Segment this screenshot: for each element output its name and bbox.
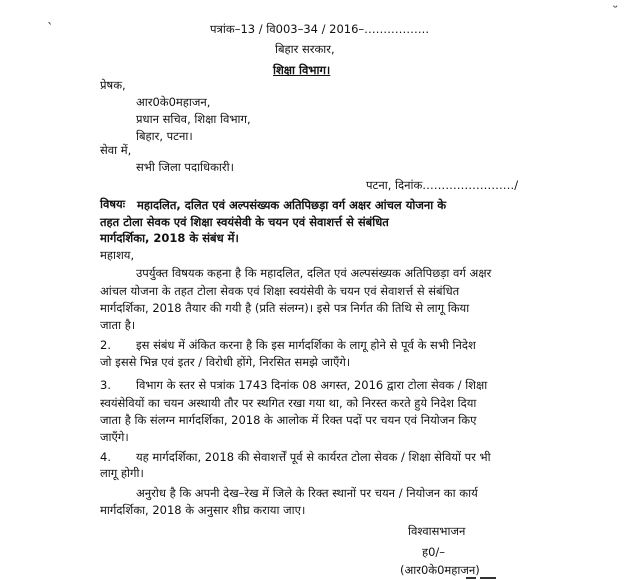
cutoff-text-fragment — [466, 577, 476, 579]
intro-line-2: आंचल योजना के तहत टोला सेवक एवं शिक्षा स्वयंसेवी के चयन एवं सेवाशर्त्त से संबंधित — [100, 284, 460, 298]
para-3-line-2: स्वयंसेवियों का चयन अस्थायी तौर पर स्थगित रखा गया था, को निरस्त करते हुये निदेश दिया — [100, 396, 477, 410]
para-2-line-2: जो इससे भिन्न एवं इतर / विरोधी होंगे, निरसित समझे जाएँगे। — [100, 355, 351, 369]
para-4-line-1: यह मार्गदर्शिका, 2018 की सेवाशर्त्तें पूर्व से कार्यरत टोला सेवक / शिक्षा सेवियों पर भी — [136, 450, 491, 464]
government-name: बिहार सरकार, — [275, 42, 335, 56]
subject-label: विषयः — [100, 197, 126, 211]
recipient-label: सेवा में, — [100, 143, 132, 157]
department-name: शिक्षा विभाग। — [273, 63, 331, 77]
para-2-number: 2. — [100, 338, 111, 352]
para-2-line-1: इस संबंध में अंकित करना है कि इस मार्गदर्शिका के लागू होने से पूर्व के सभी निदेश — [136, 338, 476, 352]
intro-line-4: जाता है। — [100, 318, 136, 332]
para-5-line-1: अनुरोध है कि अपनी देख–रेख में जिले के रिक्त स्थानों पर चयन / नियोजन का कार्य — [136, 486, 478, 500]
para-4-number: 4. — [100, 450, 111, 464]
intro-line-3: मार्गदर्शिका, 2018 तैयार की गयी है (प्रति संलग्न)। इसे पत्र निर्गत की तिथि से लागू किया — [100, 301, 470, 315]
signature: ह0/– — [422, 545, 446, 559]
corner-mark: ˘ — [612, 5, 619, 20]
para-5-line-2: मार्गदर्शिका, 2018 के अनुसार शीघ्र कराया जाए। — [100, 503, 306, 517]
cutoff-text-fragment — [480, 577, 496, 579]
closing-phrase: विश्वासभाजन — [408, 524, 466, 538]
sender-name: आर0के0महाजन, — [136, 95, 211, 109]
para-3-line-3: जाता है कि संलग्न मार्गदर्शिका, 2018 के आलोक में रिक्त पदों पर चयन एवं नियोजन किए — [100, 413, 477, 427]
salutation: महाशय, — [100, 248, 135, 262]
signatory-name: (आर0के0महाजन) — [400, 563, 480, 577]
date-line: पटना, दिनांक……………………/ — [366, 178, 519, 192]
recipient-name: सभी जिला पदाधिकारी। — [136, 160, 234, 174]
subject-line-1: महादलित, दलित एवं अल्पसंख्यक अतिपिछड़ा वर्ग अक्षर आंचल योजना के — [137, 198, 447, 212]
subject-line-2: तहत टोला सेवक एवं शिक्षा स्वयंसेवी के चयन एवं सेवाशर्त्त से संबंधित — [100, 215, 389, 229]
intro-line-1: उपर्युक्त विषयक कहना है कि महादलित, दलित एवं अल्पसंख्यक अतिपिछड़ा वर्ग अक्षर — [136, 266, 492, 280]
sender-place: बिहार, पटना। — [136, 129, 193, 143]
letter-number: पत्रांक–13 / वि003–34 / 2016–…………….. — [210, 22, 429, 36]
para-4-line-2: लागू होगी। — [100, 466, 144, 480]
sender-designation: प्रधान सचिव, शिक्षा विभाग, — [136, 112, 251, 126]
subject-line-3: मार्गदर्शिका, 2018 के संबंध में। — [100, 231, 239, 245]
margin-mark: ˋ — [47, 22, 54, 37]
para-3-line-1: विभाग के स्तर से पत्रांक 1743 दिनांक 08 अगस्त, 2016 द्वारा टोला सेवक / शिक्षा — [136, 378, 488, 392]
para-3-line-4: जाएँगे। — [100, 430, 129, 444]
para-3-number: 3. — [100, 378, 111, 392]
sender-label: प्रेषक, — [100, 78, 126, 92]
